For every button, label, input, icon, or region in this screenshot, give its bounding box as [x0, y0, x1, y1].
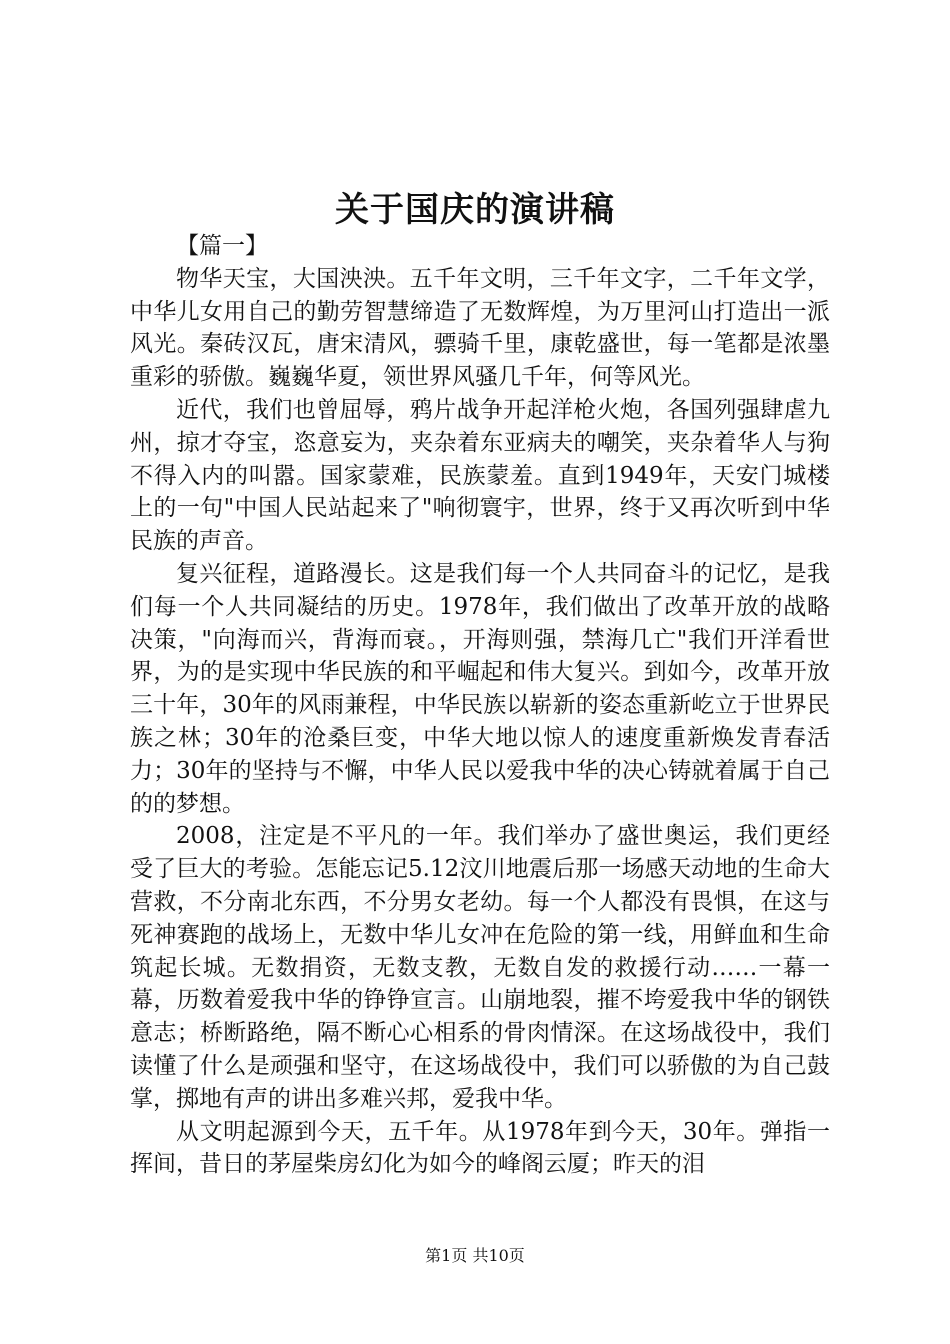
document-body	[130, 230, 830, 1181]
paragraph-5: 从文明起源到今天，五千年。从1978年到今天，30年。弹指一挥间，昔日的茅屋柴房幻化为如今的峰阁云厦；昨天的泪	[130, 1118, 830, 1178]
paragraph-2: 近代，我们也曾屈辱，鸦片战争开起洋枪火炮，各国列强肆虐九州，掠才夺宝，恣意妄为，夹杂着东亚病夫的嘲笑，夹杂着华人与狗不得入内的叫嚣。国家蒙难，民族蒙羞。直到1949年，天安门城楼上的一句"中国人民站起来了"响彻寰宇，世界，终于又再次听到中华民族的声音。	[130, 396, 830, 555]
paragraph-1: 物华天宝，大国泱泱。五千年文明，三千年文字，二千年文学，中华儿女用自己的勤劳智慧缔造了无数辉煌，为万里河山打造出一派风光。秦砖汉瓦，唐宋清风，骠骑千里，康乾盛世，每一笔都是浓墨重彩的骄傲。巍巍华夏，领世界风骚几千年，何等风光。	[130, 265, 830, 391]
page-footer: 第1页 共10页	[425, 1246, 525, 1265]
paragraph-4: 2008，注定是不平凡的一年。我们举办了盛世奥运，我们更经受了巨大的考验。怎能忘记5.12汶川地震后那一场感天动地的生命大营救，不分南北东西，不分男女老幼。每一个人都没有畏惧，在这与死神赛跑的战场上，无数中华儿女冲在危险的第一线，用鲜血和生命筑起长城。无数捐资，无数支教，无数自发的救援行动……一幕一幕，历数着爱我中华的铮铮宣言。山崩地裂，摧不垮爱我中华的钢铁意志；桥断路绝，隔不断心心相系的骨肉情深。在这场战役中，我们读懂了什么是顽强和坚守，在这场战役中，我们可以骄傲的为自己鼓掌，掷地有声的讲出多难兴邦，爱我中华。	[130, 823, 830, 1112]
paragraph-3: 复兴征程，道路漫长。这是我们每一个人共同奋斗的记忆，是我们每一个人共同凝结的历史。1978年，我们做出了改革开放的战略决策，"向海而兴，背海而衰。，开海则强，禁海几亡"我们开洋看世界，为的是实现中华民族的和平崛起和伟大复兴。到如今，改革开放三十年，30年的风雨兼程，中华民族以崭新的姿态重新屹立于世界民族之林；30年的沧桑巨变，中华大地以惊人的速度重新焕发青春活力；30年的坚持与不懈，中华人民以爱我中华的决心铸就着属于自己的的梦想。	[130, 560, 830, 817]
document-title: 关于国庆的演讲稿	[335, 190, 615, 230]
section-label: 【篇一】	[176, 233, 268, 259]
